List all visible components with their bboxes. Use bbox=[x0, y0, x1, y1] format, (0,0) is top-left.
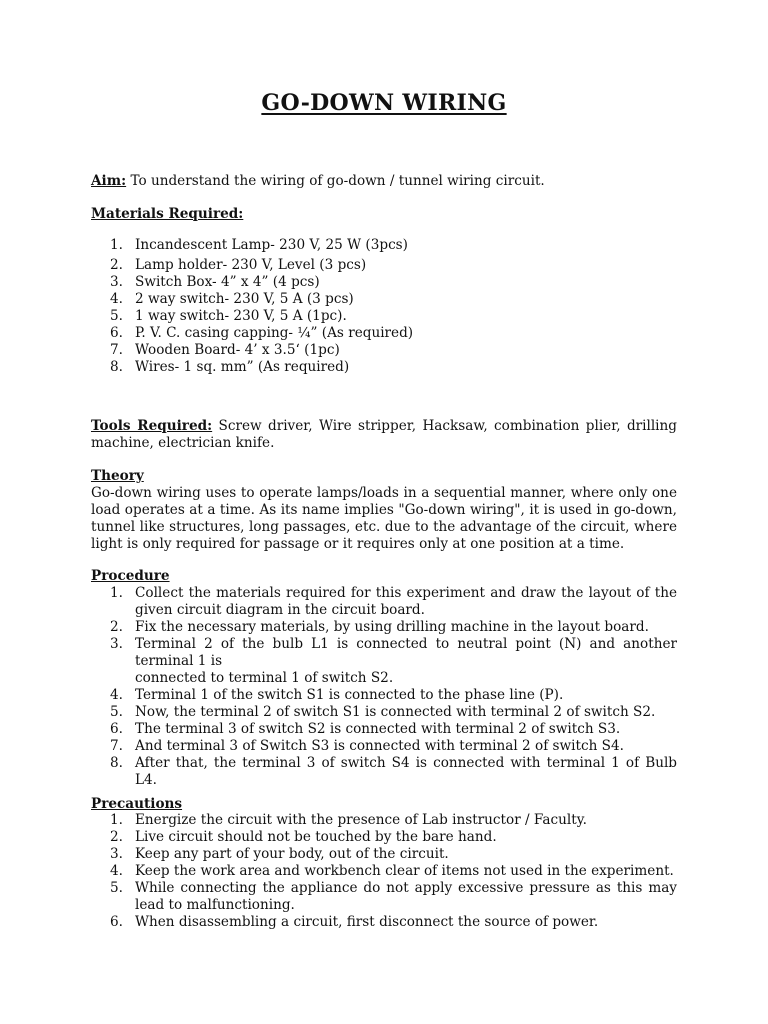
list-item: 4. Keep the work area and workbench clear of items not used in the experiment. bbox=[110, 863, 674, 879]
page-title: GO-DOWN WIRING bbox=[261, 90, 507, 116]
list-item: 3. Switch Box- 4” x 4” (4 pcs) bbox=[110, 274, 320, 290]
list-item: 7. Wooden Board- 4’ x 3.5‘ (1pc) bbox=[110, 342, 340, 358]
aim-label: Aim: bbox=[91, 173, 127, 189]
list-item: 6. When disassembling a circuit, first disconnect the source of power. bbox=[110, 914, 599, 930]
materials-list bbox=[91, 237, 677, 376]
tools-text: Screw driver, Wire stripper, Hacksaw, combination plier, drilling machine, electrician knife. bbox=[91, 418, 677, 451]
list-item: 7. And terminal 3 of Switch S3 is connected with terminal 2 of switch S4. bbox=[110, 738, 624, 754]
tools-paragraph bbox=[91, 418, 677, 452]
procedure-list bbox=[91, 585, 677, 789]
list-item: 1. Collect the materials required for this experiment and draw the layout of the given circuit diagram in the circuit board. bbox=[110, 585, 677, 618]
theory-heading: Theory bbox=[91, 468, 144, 484]
aim-paragraph bbox=[91, 173, 677, 190]
list-item: 2. Fix the necessary materials, by using drilling machine in the layout board. bbox=[110, 619, 649, 635]
list-item: 4. Terminal 1 of the switch S1 is connected to the phase line (P). bbox=[110, 687, 564, 703]
aim-text: To understand the wiring of go-down / tunnel wiring circuit. bbox=[126, 173, 545, 189]
list-item: 6. P. V. C. casing capping- ¼” (As required) bbox=[110, 325, 414, 341]
precautions-heading: Precautions bbox=[91, 796, 183, 812]
procedure-heading: Procedure bbox=[91, 568, 170, 584]
list-item: 2. Lamp holder- 230 V, Level (3 pcs) bbox=[110, 257, 367, 273]
list-item: 6. The terminal 3 of switch S2 is connected with terminal 2 of switch S3. bbox=[110, 721, 621, 737]
tools-label: Tools Required: bbox=[91, 418, 213, 434]
list-item: 3. Terminal 2 of the bulb L1 is connected to neutral point (N) and another terminal 1 is connected to terminal 1 of switch S2. bbox=[110, 636, 677, 686]
list-item: 4. 2 way switch- 230 V, 5 A (3 pcs) bbox=[110, 291, 354, 307]
list-item: 2. Live circuit should not be touched by the bare hand. bbox=[110, 829, 497, 845]
list-item: 5. 1 way switch- 230 V, 5 A (1pc). bbox=[110, 308, 347, 324]
list-item: 1. Energize the circuit with the presence of Lab instructor / Faculty. bbox=[110, 812, 587, 828]
list-item: 8. After that, the terminal 3 of switch S4 is connected with terminal 1 of Bulb L4. bbox=[110, 755, 677, 788]
list-item-continuation: connected to terminal 1 of switch S2. bbox=[135, 670, 394, 686]
list-item: 5. Now, the terminal 2 of switch S1 is connected with terminal 2 of switch S2. bbox=[110, 704, 656, 720]
list-item: 1. Incandescent Lamp- 230 V, 25 W (3pcs) bbox=[110, 237, 408, 253]
theory-text: Go-down wiring uses to operate lamps/loads in a sequential manner, where only one load operates at a time. As its name implies "Go-down wiring", it is used in go-down, tunnel like structures, long passages, etc. due to the advantage of the circuit, where light is only required for passage or it requires only at one position at a time. bbox=[91, 485, 677, 552]
list-item: 5. While connecting the appliance do not apply excessive pressure as this may lead to malfunctioning. bbox=[110, 880, 677, 913]
list-item: 8. Wires- 1 sq. mm” (As required) bbox=[110, 359, 350, 375]
list-item: 3. Keep any part of your body, out of the circuit. bbox=[110, 846, 449, 862]
precautions-list bbox=[91, 812, 677, 931]
materials-heading: Materials Required: bbox=[91, 206, 244, 222]
